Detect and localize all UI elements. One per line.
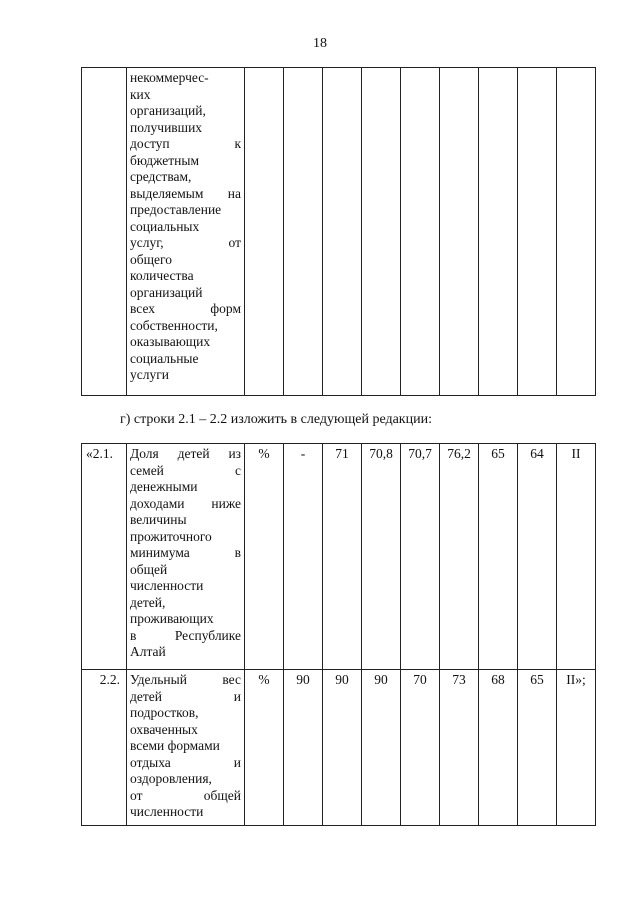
description-line: минимума в: [130, 545, 241, 560]
table-rows-2-1-2-2: [81, 443, 596, 826]
row-description: [127, 68, 245, 396]
description-line: социальных: [130, 218, 200, 234]
description-line: общей: [130, 561, 168, 577]
value-cell: 71: [323, 444, 362, 670]
description-line: в Республике: [130, 627, 241, 643]
description-line: величины: [130, 512, 187, 527]
description-line: детей и: [130, 688, 241, 704]
description-line: оздоровления,: [130, 771, 212, 786]
value-cell: -: [284, 444, 323, 670]
description-line: численности: [130, 578, 204, 593]
description-line: прожиточного: [130, 528, 212, 544]
description-line: средствам,: [130, 169, 192, 184]
description-line: Алтай: [130, 644, 166, 659]
row-index: «2.1.: [82, 444, 127, 670]
description-line: охваченных: [130, 721, 198, 737]
description-line: некоммерчес-: [130, 70, 209, 85]
description-line: проживающих: [130, 611, 214, 626]
value-cell: 76,2: [440, 444, 479, 670]
description-line: организаций,: [130, 103, 206, 118]
description-line: отдыха и: [130, 754, 241, 770]
value-cell: 70: [401, 670, 440, 826]
value-cell: [557, 68, 596, 396]
description-line: Удельный вес: [130, 672, 241, 687]
value-cell: 65: [479, 444, 518, 670]
value-cell: [440, 68, 479, 396]
row-index: [82, 68, 127, 396]
value-cell: 90: [362, 670, 401, 826]
value-cell: [284, 68, 323, 396]
row-description: [127, 444, 245, 670]
table-row: [82, 444, 596, 670]
value-cell: [362, 68, 401, 396]
description-line: всех форм: [130, 301, 241, 316]
value-cell: [479, 68, 518, 396]
description-line: доступ к: [130, 136, 241, 151]
row-description: [127, 670, 245, 826]
description-line: общего: [130, 251, 172, 267]
value-cell: 68: [479, 670, 518, 826]
table-top-fragment: [81, 67, 596, 396]
description-line: денежными: [130, 479, 198, 494]
value-cell: [401, 68, 440, 396]
description-line: Доля детей из: [130, 446, 241, 461]
value-cell: 90: [323, 670, 362, 826]
value-cell: [245, 68, 284, 396]
value-cell: 70,7: [401, 444, 440, 670]
value-cell: II»;: [557, 670, 596, 826]
value-cell: [518, 68, 557, 396]
description-line: доходами ниже: [130, 495, 241, 511]
unit-cell: %: [245, 444, 284, 670]
value-cell: [323, 68, 362, 396]
description-line: детей,: [130, 594, 166, 610]
value-cell: 65: [518, 670, 557, 826]
table-row: [82, 68, 596, 396]
description-line: количества: [130, 268, 194, 283]
value-cell: 90: [284, 670, 323, 826]
table-row: [82, 670, 596, 826]
description-line: собственности,: [130, 317, 218, 333]
description-line: услуги: [130, 367, 169, 382]
page-number: 18: [313, 36, 327, 51]
row-index: 2.2.: [82, 670, 127, 826]
description-line: от общей: [130, 787, 241, 803]
unit-cell: %: [245, 670, 284, 826]
instruction-text: г) строки 2.1 – 2.2 изложить в следующей редакции:: [120, 412, 432, 427]
description-line: услуг, от: [130, 235, 241, 250]
description-line: оказывающих: [130, 334, 211, 349]
value-cell: 73: [440, 670, 479, 826]
description-line: получивших: [130, 119, 203, 135]
description-line: бюджетным: [130, 152, 200, 168]
description-line: подростков,: [130, 705, 199, 720]
value-cell: II: [557, 444, 596, 670]
description-line: выделяемым на: [130, 185, 241, 201]
description-line: организаций: [130, 284, 203, 300]
description-line: ких: [130, 86, 151, 102]
description-line: предоставление: [130, 202, 222, 217]
description-line: всеми формами: [130, 738, 220, 753]
description-line: численности: [130, 804, 204, 819]
value-cell: 64: [518, 444, 557, 670]
description-line: семей с: [130, 462, 241, 478]
value-cell: 70,8: [362, 444, 401, 670]
description-line: социальные: [130, 350, 199, 366]
